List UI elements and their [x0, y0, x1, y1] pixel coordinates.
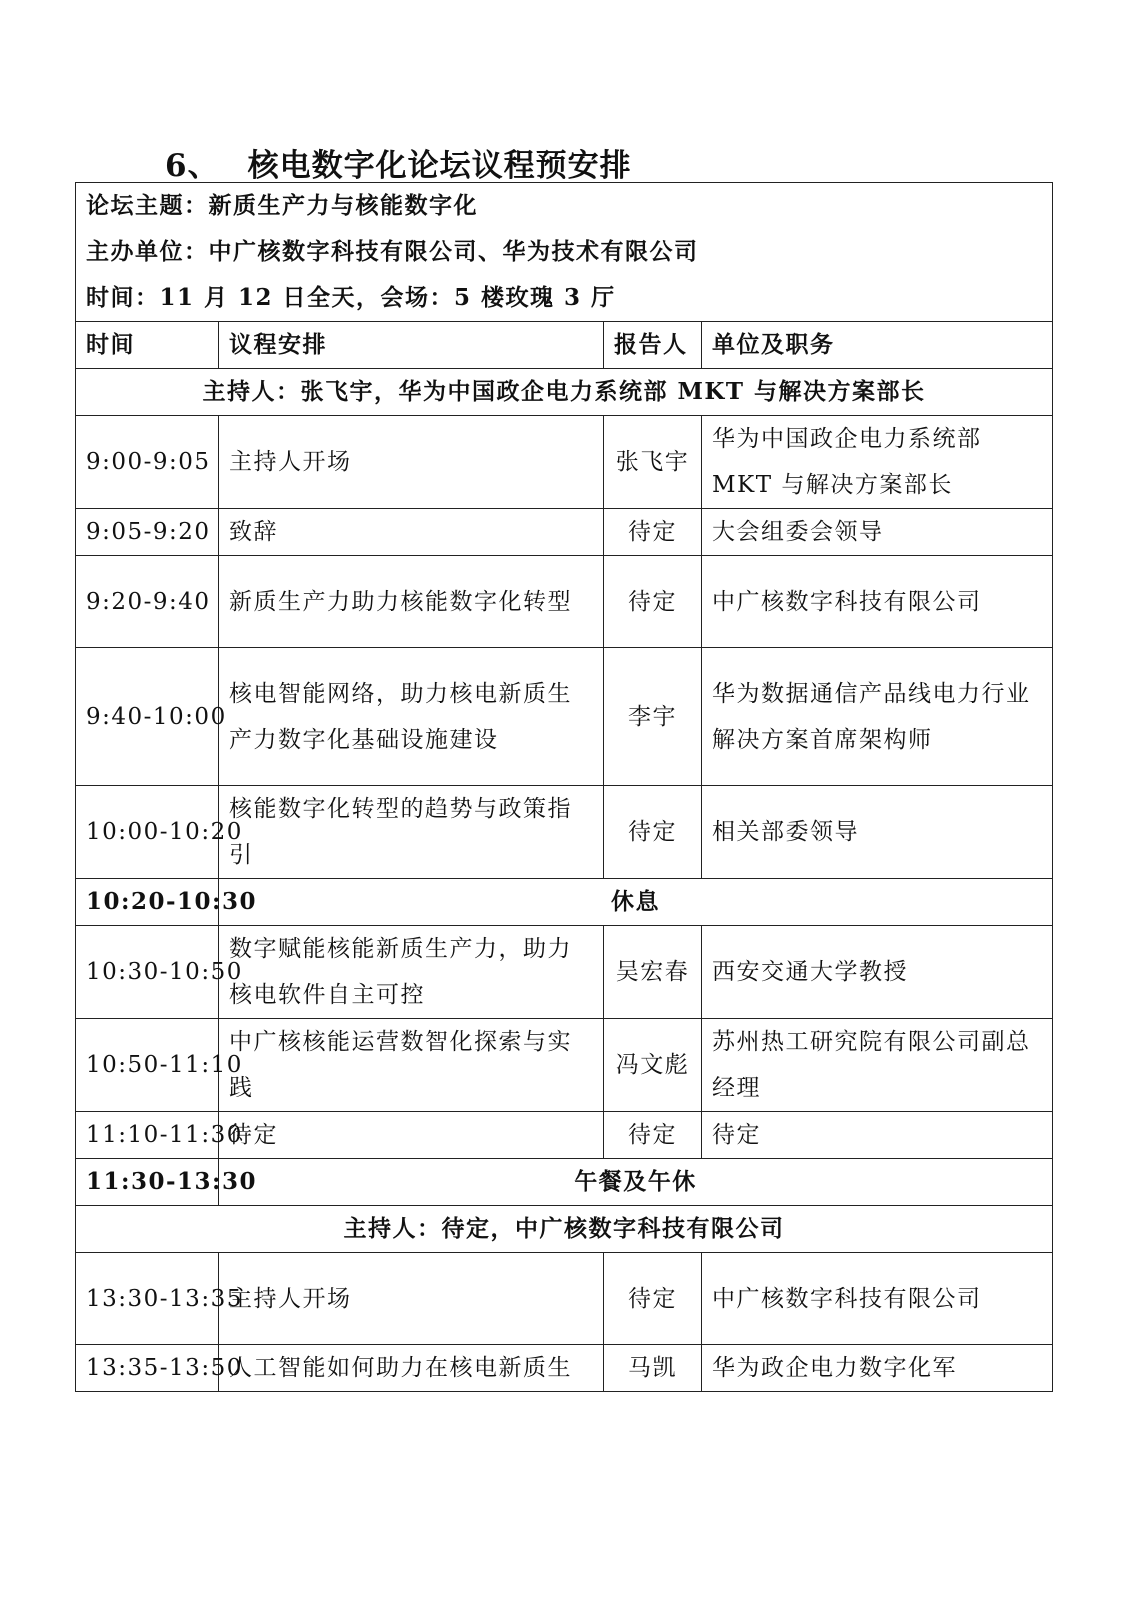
agenda-table [75, 182, 1053, 1392]
table-row [76, 509, 1053, 556]
header-speaker: 报告人 [604, 322, 702, 369]
table-row [76, 556, 1053, 648]
forum-info-row [76, 183, 1053, 322]
forum-theme: 论坛主题：新质生产力与核能数字化 [86, 192, 478, 219]
forum-info [76, 183, 1053, 322]
table-row [76, 416, 1053, 509]
row-speaker: 张飞宇 [604, 416, 702, 509]
row-topic: 核能数字化转型的趋势与政策指引 [219, 786, 604, 879]
row-topic: 核电智能网络，助力核电新质生产力数字化基础设施建设 [219, 648, 604, 786]
forum-host-org: 主办单位：中广核数字科技有限公司、华为技术有限公司 [86, 238, 699, 265]
row-speaker: 待定 [604, 1112, 702, 1159]
break-row [76, 879, 1053, 926]
row-org: 华为数据通信产品线电力行业解决方案首席架构师 [702, 648, 1053, 786]
row-speaker: 待定 [604, 556, 702, 648]
row-time: 13:35-13:50 [76, 1345, 219, 1392]
host-morning: 主持人：张飞宇，华为中国政企电力系统部 MKT 与解决方案部长 [76, 369, 1053, 416]
table-row [76, 1345, 1053, 1392]
table-header-row [76, 322, 1053, 369]
header-time: 时间 [76, 322, 219, 369]
table-row [76, 1253, 1053, 1345]
row-topic: 主持人开场 [219, 416, 604, 509]
row-org: 华为中国政企电力系统部 MKT 与解决方案部长 [702, 416, 1053, 509]
table-row [76, 786, 1053, 879]
host-row-morning [76, 369, 1053, 416]
break-time: 10:20-10:30 [76, 879, 219, 926]
row-time: 10:00-10:20 [76, 786, 219, 879]
forum-time-venue: 时间：11 月 12 日全天，会场：5 楼玫瑰 3 厅 [86, 284, 616, 311]
header-topic: 议程安排 [219, 322, 604, 369]
section-number: 6、 [165, 148, 220, 184]
break-time: 11:30-13:30 [76, 1159, 219, 1206]
row-org: 中广核数字科技有限公司 [702, 1253, 1053, 1345]
row-speaker: 吴宏春 [604, 926, 702, 1019]
row-topic: 人工智能如何助力在核电新质生 [219, 1345, 604, 1392]
row-time: 9:00-9:05 [76, 416, 219, 509]
row-org: 中广核数字科技有限公司 [702, 556, 1053, 648]
table-row [76, 648, 1053, 786]
table-row [76, 1019, 1053, 1112]
row-org: 待定 [702, 1112, 1053, 1159]
table-row [76, 926, 1053, 1019]
row-speaker: 待定 [604, 786, 702, 879]
row-topic: 数字赋能核能新质生产力，助力核电软件自主可控 [219, 926, 604, 1019]
row-time: 9:40-10:00 [76, 648, 219, 786]
row-org: 西安交通大学教授 [702, 926, 1053, 1019]
row-org: 苏州热工研究院有限公司副总经理 [702, 1019, 1053, 1112]
row-topic: 主持人开场 [219, 1253, 604, 1345]
section-title [165, 140, 632, 185]
break-row [76, 1159, 1053, 1206]
row-topic: 新质生产力助力核能数字化转型 [219, 556, 604, 648]
table-row [76, 1112, 1053, 1159]
row-org: 华为政企电力数字化军 [702, 1345, 1053, 1392]
row-time: 13:30-13:35 [76, 1253, 219, 1345]
row-speaker: 马凯 [604, 1345, 702, 1392]
row-org: 大会组委会领导 [702, 509, 1053, 556]
row-time: 9:05-9:20 [76, 509, 219, 556]
row-speaker: 冯文彪 [604, 1019, 702, 1112]
row-org: 相关部委领导 [702, 786, 1053, 879]
row-topic: 致辞 [219, 509, 604, 556]
row-speaker: 李宇 [604, 648, 702, 786]
row-time: 9:20-9:40 [76, 556, 219, 648]
row-topic: 中广核核能运营数智化探索与实践 [219, 1019, 604, 1112]
row-topic: 待定 [219, 1112, 604, 1159]
row-speaker: 待定 [604, 1253, 702, 1345]
row-time: 10:50-11:10 [76, 1019, 219, 1112]
section-heading: 核电数字化论坛议程预安排 [247, 148, 632, 184]
row-time: 11:10-11:30 [76, 1112, 219, 1159]
host-row-afternoon [76, 1206, 1053, 1253]
row-speaker: 待定 [604, 509, 702, 556]
host-afternoon: 主持人：待定，中广核数字科技有限公司 [76, 1206, 1053, 1253]
break-label: 休息 [219, 879, 1053, 926]
header-org: 单位及职务 [702, 322, 1053, 369]
break-label: 午餐及午休 [219, 1159, 1053, 1206]
row-time: 10:30-10:50 [76, 926, 219, 1019]
